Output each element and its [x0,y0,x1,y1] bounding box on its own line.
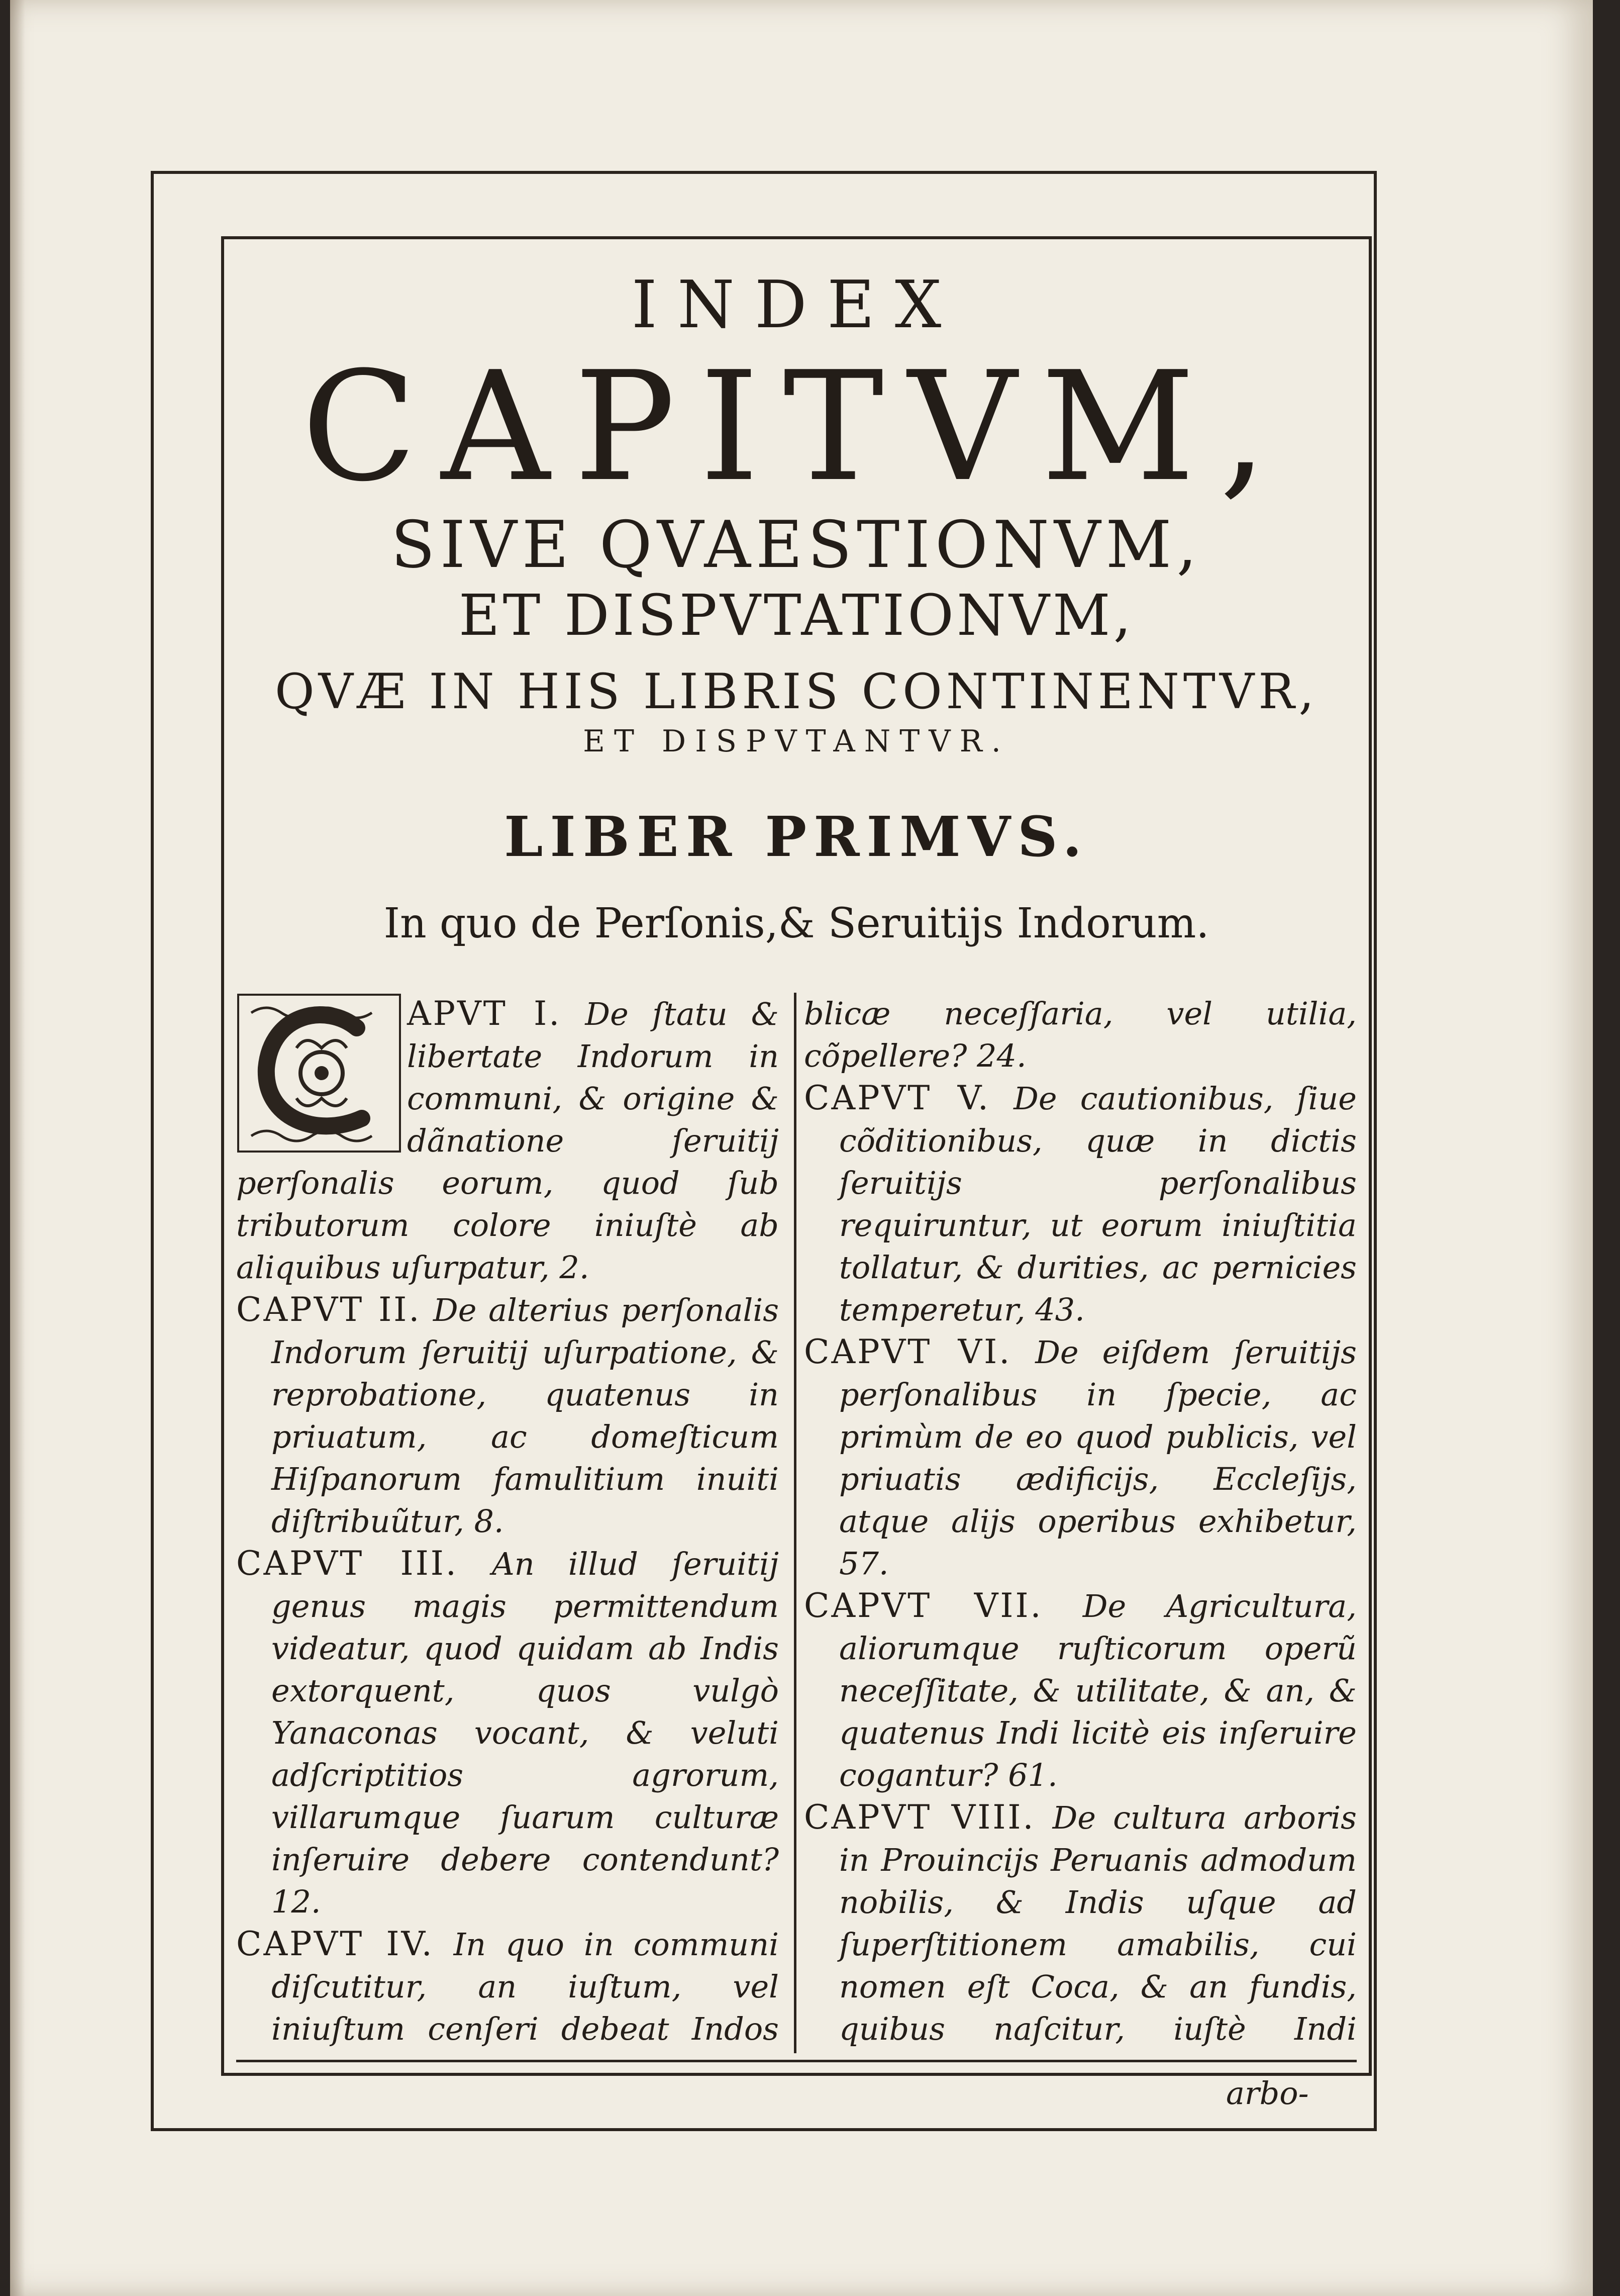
title-et-disputantur: ET DISPVTANTVR. [583,724,1010,759]
column-divider [794,993,796,2053]
chapter-entry [236,1289,779,1543]
title-sive: SIVE QVAESTIONVM, [390,508,1202,583]
catchword: arbo- [1226,2075,1309,2112]
book-heading: LIBER PRIMVS. [504,804,1089,869]
title-et: ET DISPVTATIONVM, [458,583,1135,648]
chapter-continuation: blicæ neceſſaria, vel utilia, cõpellere? 24. [804,995,1357,1074]
chapter-entry [236,993,779,1289]
right-column [804,993,1357,2053]
left-column [236,993,779,2053]
chapter-label: CAPVT II. [236,1290,422,1329]
chapter-label: CAPVT VII. [804,1586,1043,1625]
chapter-label: CAPVT V. [804,1079,990,1117]
chapter-entry [804,1331,1357,1585]
chapter-text: De eiſdem ſeruitijs perſonalibus in ſpecie, ac primùm de eo quod publicis, vel priuatis ædificijs, Eccleſijs, atque alijs operibus exhibetur, 57. [839,1334,1357,1582]
chapter-entry [804,1796,1357,2053]
chapter-text: An illud ſeruitij genus magis permittendum videatur, quod quidam ab Indis extorquent, quos vulgò Yanaconas vocant, & veluti adſcriptitios agrorum, villarumque ſuarum culturæ inſeruire debere contendunt? 12. [271,1546,779,1920]
chapter-label: CAPVT IV. [236,1925,434,1963]
ornamental-initial-c-icon [236,993,402,1154]
chapter-text: In quo in communi diſcutitur, an iuſtum, vel iniuſtum cenſeri debeat Indos [271,1926,779,2047]
title-quae: QVÆ IN HIS LIBRIS CONTINENTVR, [274,663,1319,720]
chapter-label: APVT I. [407,994,562,1033]
title-capitum: CAPITVM, [301,339,1291,515]
chapter-entry [236,1543,779,1923]
chapter-label: CAPVT VIII. [804,1798,1036,1837]
chapter-text: De cultura arboris in Prouincijs Peruanis admodum nobilis, & Indis uſque ad ſuperſtitionem amabilis, cui nomen eſt Coca, & an fundis, quibus naſcitur, iuſtè Indi [839,1799,1357,2047]
chapter-label: CAPVT VI. [804,1332,1012,1371]
spine-shadow [10,0,25,2296]
chapter-entry [804,1077,1357,1331]
chapter-text: De cautionibus, ſiue cõditionibus, quæ in dictis ſeruitijs perſonalibus requiruntur, ut eorum iniuſtitia tollatur, & durities, ac pernicies temperetur, 43. [839,1080,1357,1328]
column-bottom-rule [236,2060,1357,2062]
chapter-entry [804,1585,1357,1796]
title-index: INDEX [631,266,962,343]
chapter-entry [236,1923,779,2053]
chapter-label: CAPVT III. [236,1544,458,1583]
chapter-text: De ſtatu & libertate Indorum in communi, & origine & dãnatione ſeruitij perſonalis eorum, quod ſub tributorum colore iniuſtè ab aliquibus uſurpatur, 2. [236,996,779,1286]
book-subtitle: In quo de Perſonis,& Seruitijs Indorum. [383,900,1209,947]
chapter-text: De Agricultura, aliorumque ruſticorum operũ neceſſitate, & utilitate, & an, & quatenus Indi licitè eis inſeruire cogantur? 61. [839,1588,1357,1793]
chapter-text: De alterius perſonalis Indorum ſeruitij uſurpatione, & reprobatione, quatenus in priuatum, ac domeſticum Hiſpanorum famulitium inuiti diſtribuũtur, 8. [271,1292,779,1540]
